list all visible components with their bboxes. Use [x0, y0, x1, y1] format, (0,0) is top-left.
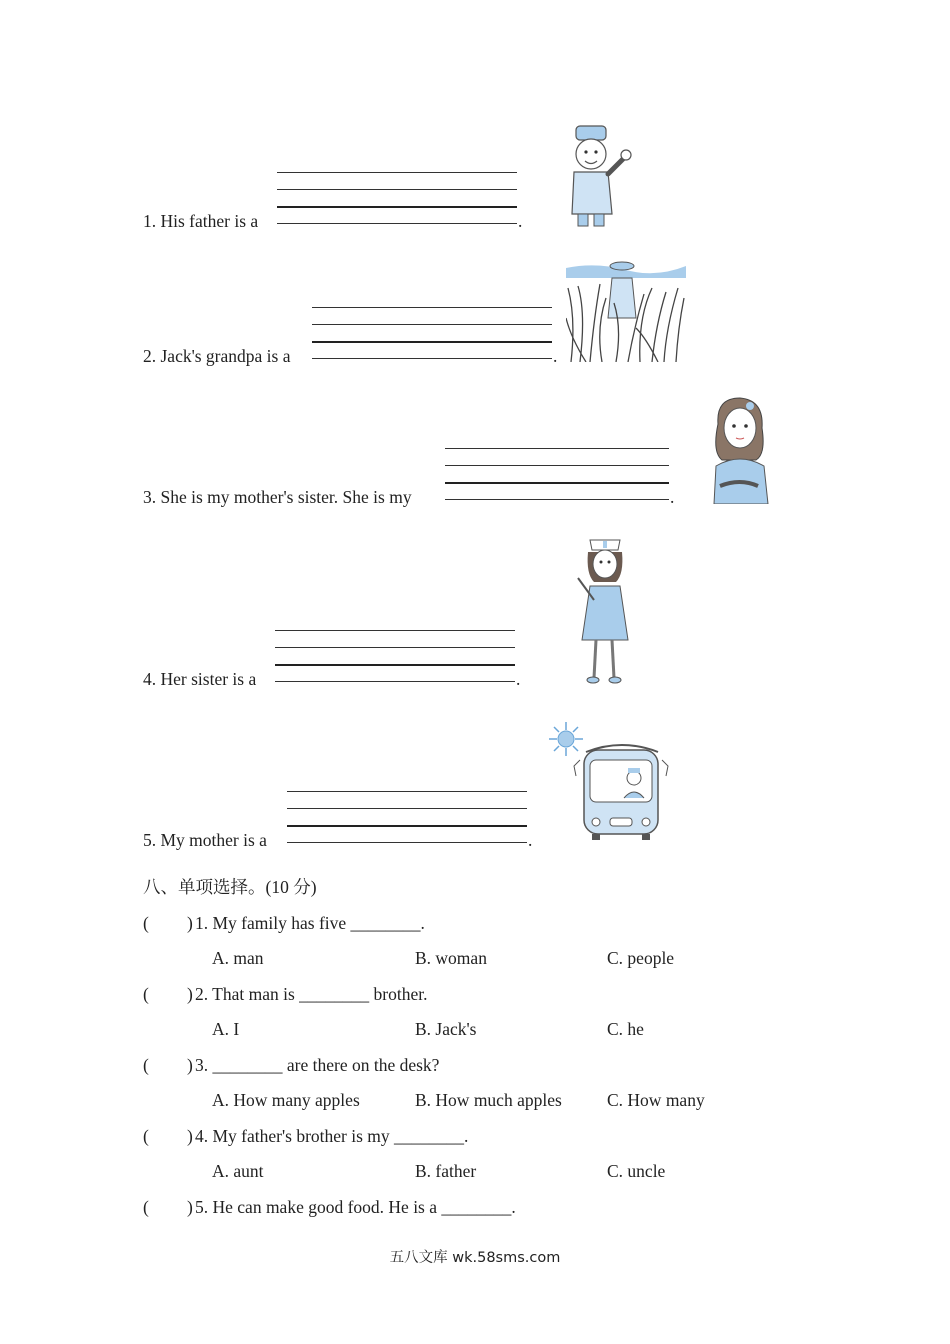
aunt-illustration-icon: [706, 394, 770, 504]
answer-blank-3[interactable]: [152, 1054, 186, 1076]
fill-item-3-text: 3. She is my mother's sister. She is my: [143, 487, 412, 507]
answer-bracket-close: ): [187, 984, 193, 1004]
section-8-title-cn: 八、单项选择。: [143, 878, 266, 898]
answer-bracket-close: ): [187, 913, 193, 933]
answer-blank-4[interactable]: [152, 1125, 186, 1147]
option-b: B. woman: [415, 948, 487, 968]
option-c: C. people: [607, 948, 675, 968]
question-text: 4. My father's brother is my ________.: [195, 1126, 469, 1146]
writing-lines-5[interactable]: [287, 791, 527, 845]
question-text: 5. He can make good food. He is a ________.: [195, 1197, 516, 1217]
section-8-score: (10 分): [265, 877, 317, 897]
option-a: A. How many apples: [212, 1090, 360, 1110]
nurse-illustration-icon: [576, 530, 630, 686]
option-b: B. Jack's: [415, 1019, 477, 1039]
question-text: 1. My family has five ________.: [195, 913, 425, 933]
question-text: 3. ________ are there on the desk?: [195, 1055, 440, 1075]
answer-bracket-open: (: [143, 1055, 149, 1075]
option-a: A. aunt: [212, 1161, 264, 1181]
farmer-illustration-icon: [566, 258, 686, 362]
bus-driver-illustration-icon: [546, 720, 674, 844]
option-c: C. How many: [607, 1090, 705, 1110]
answer-bracket-open: (: [143, 1126, 149, 1146]
section-8-title: [143, 877, 317, 898]
fill-item-2-text: 2. Jack's grandpa is a: [143, 346, 291, 366]
answer-blank-1[interactable]: [152, 912, 186, 934]
writing-lines-2[interactable]: [312, 307, 552, 361]
option-a: A. I: [212, 1019, 240, 1039]
writing-lines-4[interactable]: [275, 630, 515, 684]
answer-bracket-open: (: [143, 913, 149, 933]
footer-watermark: 五八文库 wk.58sms.com: [389, 1250, 561, 1266]
answer-bracket-close: ): [187, 1055, 193, 1075]
writing-lines-1[interactable]: [277, 172, 517, 226]
option-b: B. father: [415, 1161, 477, 1181]
option-a: A. man: [212, 948, 264, 968]
writing-lines-3[interactable]: [445, 448, 669, 502]
fill-item-5-text: 5. My mother is a: [143, 830, 267, 850]
answer-bracket-open: (: [143, 984, 149, 1004]
fill-item-4-text: 4. Her sister is a: [143, 669, 257, 689]
fill-item-1-text: 1. His father is a: [143, 211, 259, 231]
answer-bracket-close: ): [187, 1126, 193, 1146]
option-c: C. he: [607, 1019, 644, 1039]
option-b: B. How much apples: [415, 1090, 562, 1110]
answer-bracket-close: ): [187, 1197, 193, 1217]
answer-bracket-open: (: [143, 1197, 149, 1217]
question-text: 2. That man is ________ brother.: [195, 984, 428, 1004]
option-c: C. uncle: [607, 1161, 666, 1181]
answer-blank-2[interactable]: [152, 983, 186, 1005]
doctor-illustration-icon: [562, 122, 638, 228]
answer-blank-5[interactable]: [152, 1196, 186, 1218]
